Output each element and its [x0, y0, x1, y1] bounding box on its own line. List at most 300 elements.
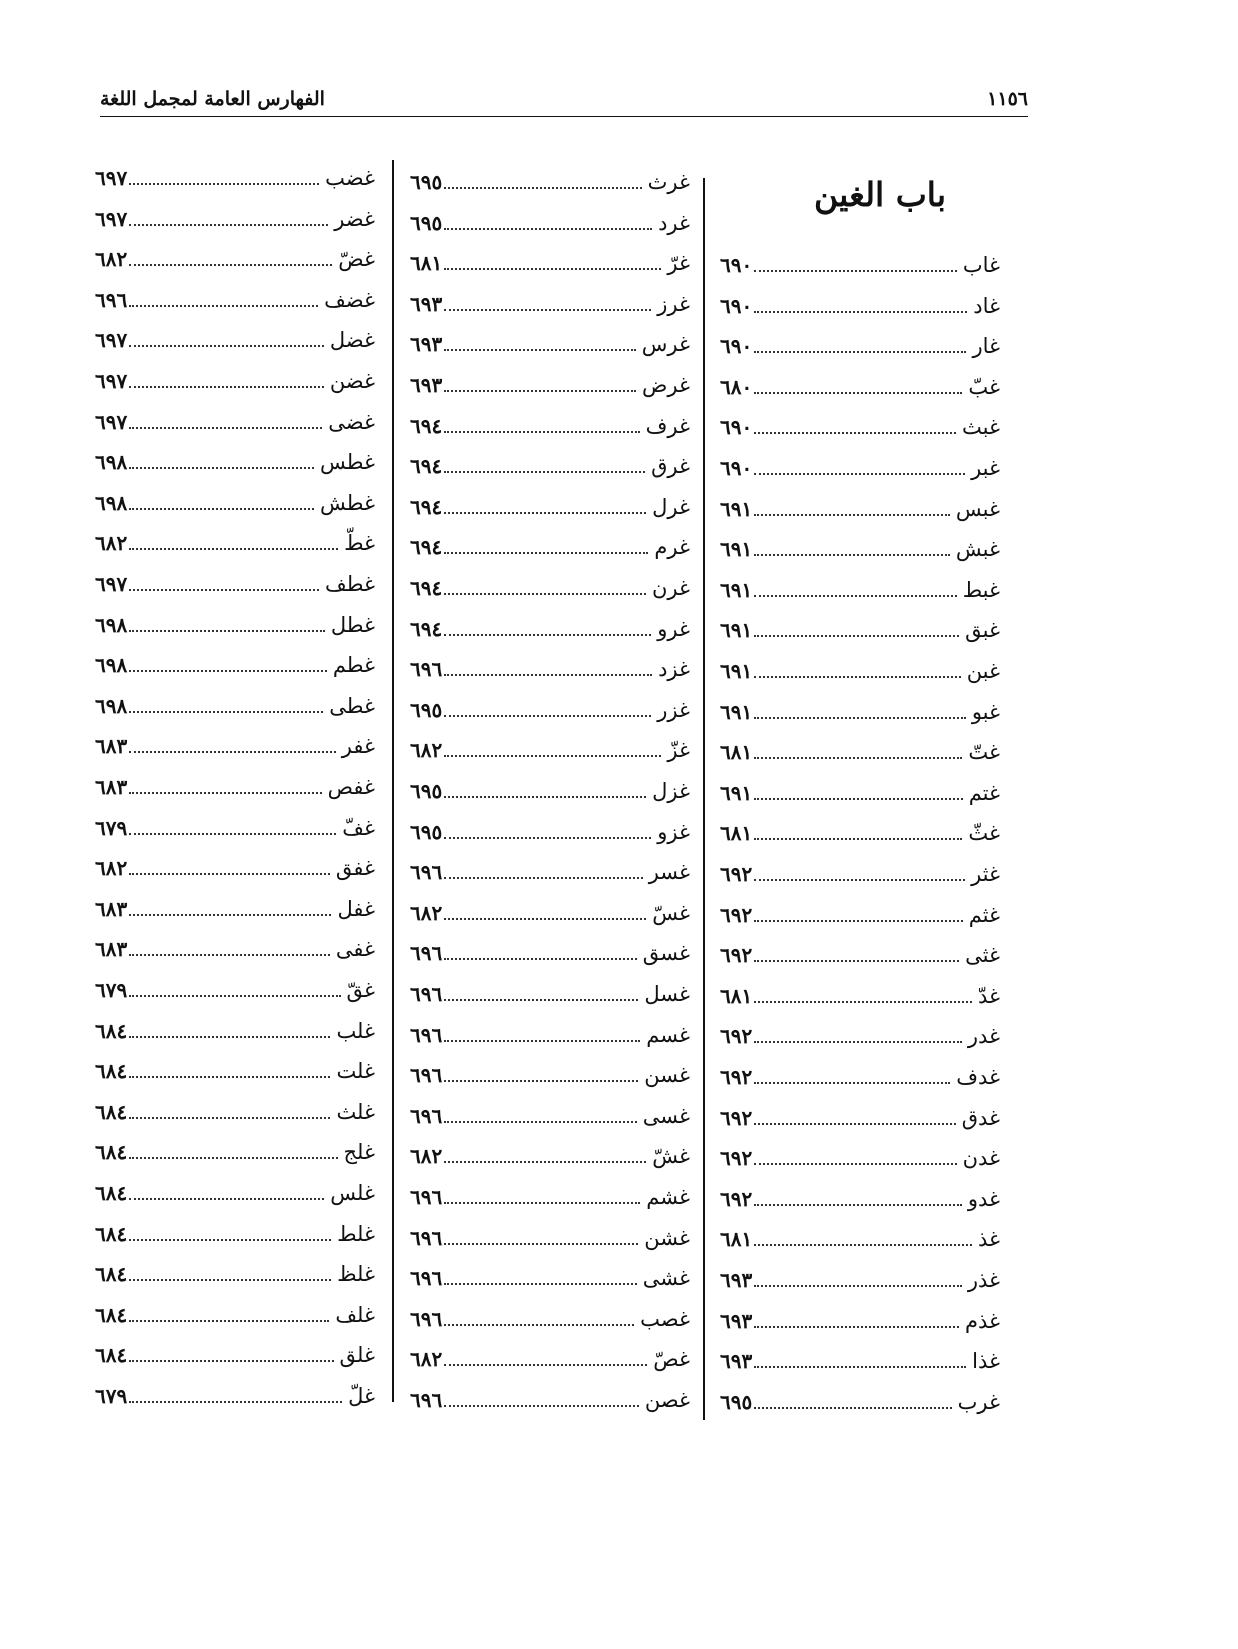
index-entry: [95, 731, 375, 761]
dot-leader: [444, 1028, 640, 1042]
entry-page-number: ٦٩٣: [410, 373, 443, 397]
entry-page-number: ٦٩٦: [410, 941, 443, 966]
dot-leader: [444, 825, 651, 839]
entry-word: غثر: [971, 862, 1000, 886]
dot-leader: [444, 581, 646, 595]
entry-page-number: ٦٨١: [720, 1227, 753, 1252]
dot-leader: [754, 908, 962, 922]
index-entry: [720, 697, 1000, 727]
index-entry: [410, 451, 690, 481]
entry-page-number: ٦٩١: [720, 659, 753, 683]
index-entry: [95, 528, 375, 558]
dot-leader: [444, 662, 652, 676]
entry-word: غسر: [648, 860, 690, 885]
dot-leader: [129, 1348, 333, 1362]
dot-leader: [754, 1111, 955, 1125]
index-entry: [95, 975, 375, 1005]
entry-word: غضن: [329, 369, 375, 393]
index-entry: [720, 1224, 1000, 1254]
index-entry: [95, 650, 375, 680]
entry-word: غفى: [335, 937, 375, 962]
entry-word: غطف: [325, 572, 375, 596]
dot-leader: [754, 1070, 950, 1084]
dot-leader: [129, 861, 330, 875]
entry-word: غزو: [657, 819, 690, 844]
dot-leader: [444, 784, 646, 798]
section-title: باب الغين: [813, 175, 947, 214]
dot-leader: [754, 1151, 956, 1165]
entry-word: غزر: [657, 697, 690, 722]
entry-word: غسن: [644, 1063, 690, 1088]
entry-page-number: ٦٩٧: [95, 166, 128, 190]
index-entry: [410, 614, 690, 644]
entry-word: غدو: [967, 1186, 1000, 1211]
entry-word: غصن: [644, 1388, 690, 1412]
dot-leader: [444, 703, 651, 717]
entry-word: غذر: [967, 1268, 1000, 1292]
entry-word: غطس: [320, 450, 375, 475]
index-entry: [720, 900, 1000, 930]
index-entry: [95, 853, 375, 883]
index-entry: [410, 654, 690, 684]
entry-page-number: ٦٨٢: [410, 1347, 443, 1372]
dot-leader: [444, 946, 637, 960]
entry-word: غبق: [965, 618, 1000, 643]
entry-word: غطى: [329, 693, 375, 718]
dot-leader: [129, 333, 324, 347]
index-entry: [95, 1340, 375, 1370]
entry-word: غدف: [956, 1065, 1000, 1089]
index-entry: [410, 857, 690, 887]
entry-page-number: ٦٨١: [410, 251, 443, 276]
index-entry: [95, 1056, 375, 1086]
entry-page-number: ٦٨٤: [95, 1221, 128, 1246]
index-entry: [95, 813, 375, 843]
entry-page-number: ٦٩٦: [410, 1388, 443, 1412]
dot-leader: [444, 743, 661, 757]
entry-page-number: ٦٨٢: [410, 1144, 443, 1169]
dot-leader: [444, 337, 636, 351]
entry-word: غرق: [651, 454, 690, 479]
dot-leader: [129, 1064, 330, 1078]
dot-leader: [754, 1354, 966, 1368]
entry-word: غفق: [335, 856, 375, 881]
entry-word: غثى: [965, 943, 1000, 968]
entry-word: غتّ: [968, 740, 1000, 765]
index-entry: [95, 772, 375, 802]
dot-leader: [444, 865, 642, 879]
index-entry: [95, 1178, 375, 1208]
column-divider-left: [392, 160, 394, 1402]
entry-word: غار: [972, 334, 1000, 359]
dot-leader: [754, 420, 956, 434]
entry-word: غفّ: [342, 815, 375, 840]
entry-page-number: ٦٩٧: [95, 369, 128, 393]
entry-page-number: ٦٨٤: [95, 1018, 128, 1043]
entry-word: غفر: [341, 734, 375, 759]
entry-page-number: ٦٨٢: [95, 856, 128, 881]
index-entry: [720, 778, 1000, 808]
entry-page-number: ٦٨٠: [720, 374, 753, 399]
dot-leader: [444, 1068, 638, 1082]
dot-leader: [129, 902, 331, 916]
index-entry: [410, 573, 690, 603]
entry-page-number: ٦٩٦: [95, 287, 128, 312]
dot-leader: [754, 461, 965, 475]
entry-word: غبر: [971, 456, 1000, 480]
entry-word: غفل: [337, 896, 375, 921]
entry-word: غذا: [972, 1349, 1000, 1374]
dot-leader: [754, 1232, 972, 1246]
entry-word: غطش: [320, 490, 375, 515]
index-entry: [95, 163, 375, 193]
entry-word: غلق: [339, 1343, 375, 1368]
index-entry: [410, 1101, 690, 1131]
dot-leader: [444, 297, 651, 311]
index-entry: [95, 204, 375, 234]
dot-leader: [129, 212, 328, 226]
entry-word: غرس: [641, 332, 690, 357]
entry-page-number: ٦٨٤: [95, 1302, 128, 1327]
entry-page-number: ٦٩٦: [410, 1103, 443, 1128]
dot-leader: [444, 1393, 639, 1407]
index-entry: [720, 1306, 1000, 1336]
entry-word: غبو: [971, 699, 1000, 724]
entry-word: غاب: [962, 253, 1000, 277]
index-entry: [720, 291, 1000, 321]
entry-word: غتم: [968, 780, 1000, 805]
entry-word: غدن: [962, 1146, 1000, 1171]
dot-leader: [129, 658, 327, 672]
dot-leader: [444, 419, 639, 433]
index-entry: [410, 1060, 690, 1090]
entry-word: غلت: [336, 1059, 375, 1084]
entry-page-number: ٦٩٨: [95, 693, 128, 718]
dot-leader: [444, 987, 638, 1001]
entry-word: غطم: [332, 653, 375, 678]
entry-word: غلس: [330, 1181, 375, 1205]
dot-leader: [754, 623, 959, 637]
entry-page-number: ٦٩١: [720, 577, 753, 602]
dot-leader: [754, 948, 959, 962]
index-entry: [95, 447, 375, 477]
entry-page-number: ٦٩٢: [720, 1024, 753, 1049]
index-entry: [95, 325, 375, 355]
dot-leader: [129, 983, 340, 997]
entry-page-number: ٦٩٧: [95, 409, 128, 434]
entry-word: غطل: [330, 612, 375, 637]
index-entry: [95, 934, 375, 964]
dot-leader: [444, 1190, 640, 1204]
index-entry: [720, 575, 1000, 605]
entry-word: غضّ: [338, 247, 375, 272]
index-entry: [720, 1346, 1000, 1376]
entry-word: غفص: [327, 775, 375, 799]
entry-page-number: ٦٨٢: [95, 531, 128, 556]
entry-word: غرز: [657, 291, 690, 316]
index-entry: [95, 285, 375, 315]
index-entry: [720, 1143, 1000, 1173]
entry-page-number: ٦٩٤: [410, 494, 443, 519]
entry-word: غلج: [343, 1140, 375, 1165]
header-rule: [100, 116, 1028, 117]
entry-page-number: ٦٩٤: [410, 454, 443, 479]
index-entry: [720, 615, 1000, 645]
entry-page-number: ٦٨٣: [95, 896, 128, 921]
entry-page-number: ٦٧٩: [95, 1384, 128, 1408]
dot-leader: [754, 1395, 951, 1409]
entry-page-number: ٦٩٤: [410, 576, 443, 600]
entry-word: غرض: [642, 373, 690, 397]
entry-word: غصّ: [653, 1347, 690, 1372]
dot-leader: [129, 293, 318, 307]
entry-page-number: ٦٩٥: [410, 210, 443, 235]
index-entry: [410, 735, 690, 765]
entry-page-number: ٦٩٠: [720, 334, 753, 359]
entry-page-number: ٦٩٦: [410, 982, 443, 1006]
dot-leader: [129, 1267, 331, 1281]
entry-page-number: ٦٩٣: [720, 1308, 753, 1333]
entry-page-number: ٦٨١: [720, 983, 753, 1008]
dot-leader: [754, 786, 962, 800]
index-entry: [720, 940, 1000, 970]
dot-leader: [754, 339, 966, 353]
entry-page-number: ٦٩٣: [720, 1349, 753, 1374]
entry-word: غبس: [955, 496, 1000, 521]
dot-leader: [129, 374, 324, 388]
index-entry: [720, 1265, 1000, 1295]
entry-page-number: ٦٩٦: [410, 1063, 443, 1088]
entry-word: غرث: [647, 170, 690, 194]
entry-page-number: ٦٩٢: [720, 902, 753, 927]
dot-leader: [754, 542, 950, 556]
entry-word: غثم: [968, 902, 1000, 927]
entry-page-number: ٦٩٠: [720, 253, 753, 277]
dot-leader: [754, 1192, 962, 1206]
entry-page-number: ٦٩٧: [95, 328, 128, 353]
index-entry: [95, 610, 375, 640]
dot-leader: [129, 1389, 342, 1403]
entry-page-number: ٦٩٣: [410, 291, 443, 316]
index-entry: [410, 817, 690, 847]
index-entry: [95, 894, 375, 924]
index-entry: [410, 695, 690, 725]
dot-leader: [754, 1273, 962, 1287]
entry-word: غطّ: [344, 531, 375, 556]
index-entry: [95, 488, 375, 518]
dot-leader: [129, 821, 336, 835]
entry-word: غضل: [329, 328, 375, 353]
index-entry: [95, 569, 375, 599]
entry-page-number: ٦٩٦: [410, 657, 443, 682]
entry-word: غبن: [966, 659, 1000, 683]
dot-leader: [129, 1024, 330, 1038]
dot-leader: [444, 1231, 638, 1245]
entry-word: غلظ: [337, 1262, 375, 1287]
index-entry: [410, 289, 690, 319]
index-entry: [720, 250, 1000, 280]
entry-word: غزل: [652, 779, 690, 803]
index-entry: [410, 1344, 690, 1374]
entry-word: غبث: [962, 415, 1000, 440]
dot-leader: [444, 1149, 646, 1163]
entry-word: غذ: [977, 1227, 1000, 1252]
index-entry: [720, 494, 1000, 524]
entry-page-number: ٦٩٢: [720, 1065, 753, 1089]
dot-leader: [754, 583, 957, 597]
entry-page-number: ٦٩٣: [720, 1268, 753, 1292]
entry-word: غسل: [644, 982, 690, 1006]
entry-page-number: ٦٨٣: [95, 775, 128, 799]
entry-page-number: ٦٩١: [720, 618, 753, 643]
dot-leader: [754, 705, 966, 719]
index-entry: [720, 1062, 1000, 1092]
index-entry: [410, 1223, 690, 1253]
index-entry: [95, 407, 375, 437]
index-entry: [720, 412, 1000, 442]
index-entry: [410, 411, 690, 441]
entry-page-number: ٦٩٦: [410, 860, 443, 885]
entry-page-number: ٦٨٤: [95, 1140, 128, 1165]
entry-word: غقّ: [346, 978, 375, 1002]
entry-page-number: ٦٩٢: [720, 1105, 753, 1130]
entry-word: غرن: [652, 576, 690, 600]
entry-word: غبّ: [968, 374, 1000, 399]
index-entry: [720, 818, 1000, 848]
dot-leader: [444, 1352, 647, 1366]
dot-leader: [129, 415, 322, 429]
entry-word: غرد: [658, 210, 690, 235]
entry-page-number: ٦٨٤: [95, 1059, 128, 1084]
entry-page-number: ٦٩١: [720, 780, 753, 805]
index-entry: [720, 453, 1000, 483]
index-entry: [95, 1097, 375, 1127]
index-entry: [720, 1103, 1000, 1133]
entry-page-number: ٦٩٦: [410, 1022, 443, 1047]
dot-leader: [444, 256, 661, 270]
dot-leader: [754, 299, 967, 313]
entry-word: غاد: [973, 293, 1000, 318]
entry-word: غبط: [962, 577, 1000, 602]
entry-word: غضى: [328, 409, 375, 434]
entry-page-number: ٦٩٧: [95, 206, 128, 231]
index-entry: [410, 1263, 690, 1293]
index-entry: [720, 1184, 1000, 1214]
index-entry: [410, 492, 690, 522]
entry-page-number: ٦٩٦: [410, 1185, 443, 1209]
entry-page-number: ٦٨١: [720, 740, 753, 765]
index-entry: [720, 534, 1000, 564]
dot-leader: [129, 618, 325, 632]
index-entry: [95, 244, 375, 274]
entry-word: غضب: [325, 166, 375, 190]
entry-page-number: ٦٩٥: [720, 1389, 753, 1414]
index-entry: [95, 1300, 375, 1330]
index-entry: [720, 372, 1000, 402]
entry-page-number: ٦٩٠: [720, 456, 753, 480]
entry-page-number: ٦٧٩: [95, 815, 128, 840]
dot-leader: [129, 739, 336, 753]
dot-leader: [754, 502, 950, 516]
entry-page-number: ٦٨٢: [95, 247, 128, 272]
entry-word: غدّ: [977, 983, 1000, 1008]
dot-leader: [129, 780, 321, 794]
index-entry: [410, 1141, 690, 1171]
dot-leader: [754, 1314, 959, 1328]
dot-leader: [129, 1145, 337, 1159]
entry-word: غلث: [336, 1099, 375, 1124]
entry-page-number: ٦٨٢: [410, 900, 443, 925]
dot-leader: [754, 989, 972, 1003]
index-entry: [410, 248, 690, 278]
index-entry: [410, 208, 690, 238]
entry-page-number: ٦٩١: [720, 496, 753, 521]
dot-leader: [444, 175, 641, 189]
entry-page-number: ٦٨٤: [95, 1181, 128, 1205]
dot-leader: [444, 378, 636, 392]
dot-leader: [754, 745, 962, 759]
dot-leader: [444, 216, 652, 230]
entry-word: غضف: [324, 287, 375, 312]
entry-word: غلف: [335, 1302, 375, 1327]
dot-leader: [444, 1271, 637, 1285]
entry-page-number: ٦٩٢: [720, 1146, 753, 1171]
index-entry: [410, 329, 690, 359]
entry-page-number: ٦٧٩: [95, 978, 128, 1002]
entry-word: غذم: [964, 1308, 1000, 1333]
dot-leader: [444, 500, 646, 514]
index-entry: [95, 1259, 375, 1289]
dot-leader: [444, 622, 651, 636]
dot-leader: [129, 252, 332, 266]
index-entry: [410, 167, 690, 197]
index-entry: [410, 370, 690, 400]
index-entry: [410, 1182, 690, 1212]
dot-leader: [129, 536, 338, 550]
index-entry: [720, 1021, 1000, 1051]
dot-leader: [444, 1109, 637, 1123]
dot-leader: [754, 826, 962, 840]
entry-page-number: ٦٨٣: [95, 937, 128, 962]
index-entry: [410, 979, 690, 1009]
index-entry: [410, 1020, 690, 1050]
entry-page-number: ٦٩٣: [410, 332, 443, 357]
entry-word: غرّ: [667, 251, 690, 276]
entry-page-number: ٦٩٨: [95, 450, 128, 475]
index-entry: [410, 776, 690, 806]
entry-word: غثّ: [968, 821, 1000, 846]
entry-page-number: ٦٩٦: [410, 1225, 443, 1250]
page-header-title: الفهارس العامة لمجمل اللغة: [100, 88, 325, 110]
page-header: [100, 88, 1028, 118]
entry-page-number: ٦٩٤: [410, 413, 443, 438]
entry-page-number: ٦٩٥: [410, 170, 443, 194]
entry-page-number: ٦٩٧: [95, 572, 128, 596]
entry-word: غدق: [961, 1105, 1000, 1130]
dot-leader: [129, 1186, 324, 1200]
entry-page-number: ٦٩٦: [410, 1306, 443, 1331]
dot-leader: [754, 380, 962, 394]
index-entry: [410, 898, 690, 928]
entry-word: غرم: [654, 535, 690, 560]
dot-leader: [754, 258, 957, 272]
dot-leader: [444, 906, 646, 920]
entry-word: غبش: [955, 537, 1000, 562]
dot-leader: [129, 171, 319, 185]
entry-page-number: ٦٩٨: [95, 490, 128, 515]
entry-page-number: ٦٨٤: [95, 1262, 128, 1287]
index-entry: [410, 532, 690, 562]
